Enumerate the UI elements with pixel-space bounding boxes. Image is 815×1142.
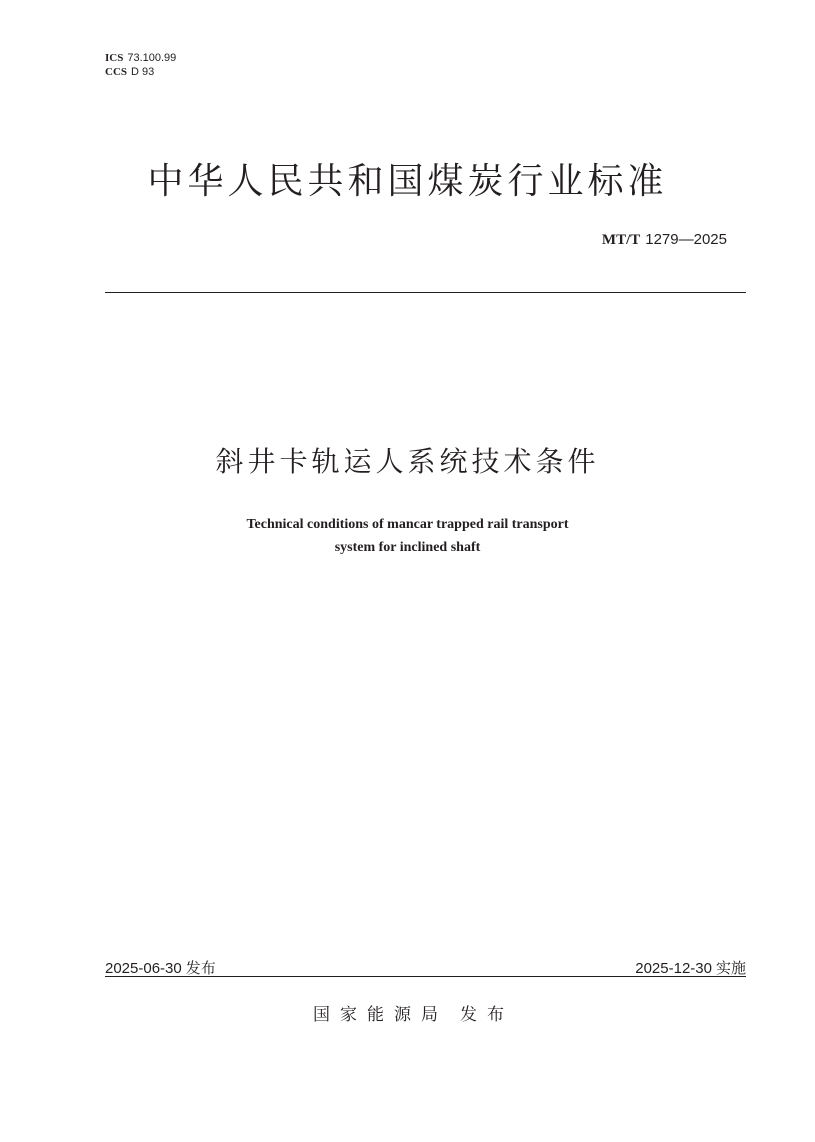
document-title-en: [0, 513, 815, 559]
issue-date-label: 发布: [185, 959, 216, 977]
standard-number: [602, 230, 727, 249]
header-divider: [105, 292, 746, 293]
ics-value: 73.100.99: [127, 52, 177, 64]
issue-date-value: 2025-06-30: [105, 960, 182, 977]
document-title-cn: 斜井卡轨运人系统技术条件: [215, 445, 600, 478]
standard-number-value: 1279—2025: [645, 231, 727, 248]
ics-label: ICS: [105, 52, 124, 64]
issue-date: [105, 957, 216, 978]
effective-date-value: 2025-12-30: [635, 960, 712, 977]
classification-codes: [105, 51, 176, 79]
standard-number-prefix: MT/T: [601, 232, 641, 248]
effective-date: [635, 957, 746, 978]
ccs-label: CCS: [105, 66, 128, 78]
publisher-name: 国家能源局: [313, 1005, 448, 1025]
effective-date-label: 实施: [715, 959, 746, 977]
publisher-line: [313, 1000, 514, 1025]
issuer-title: 中华人民共和国煤炭行业标准: [147, 161, 668, 202]
document-title-en-line2: system for inclined shaft: [334, 540, 481, 555]
ics-code: [105, 51, 176, 65]
ccs-value: D 93: [131, 66, 155, 78]
footer-divider: [105, 976, 746, 977]
document-title-en-line1: Technical conditions of mancar trapped rail transport: [246, 517, 569, 532]
publisher-action: 发布: [460, 1005, 514, 1025]
ccs-code: [105, 65, 176, 79]
